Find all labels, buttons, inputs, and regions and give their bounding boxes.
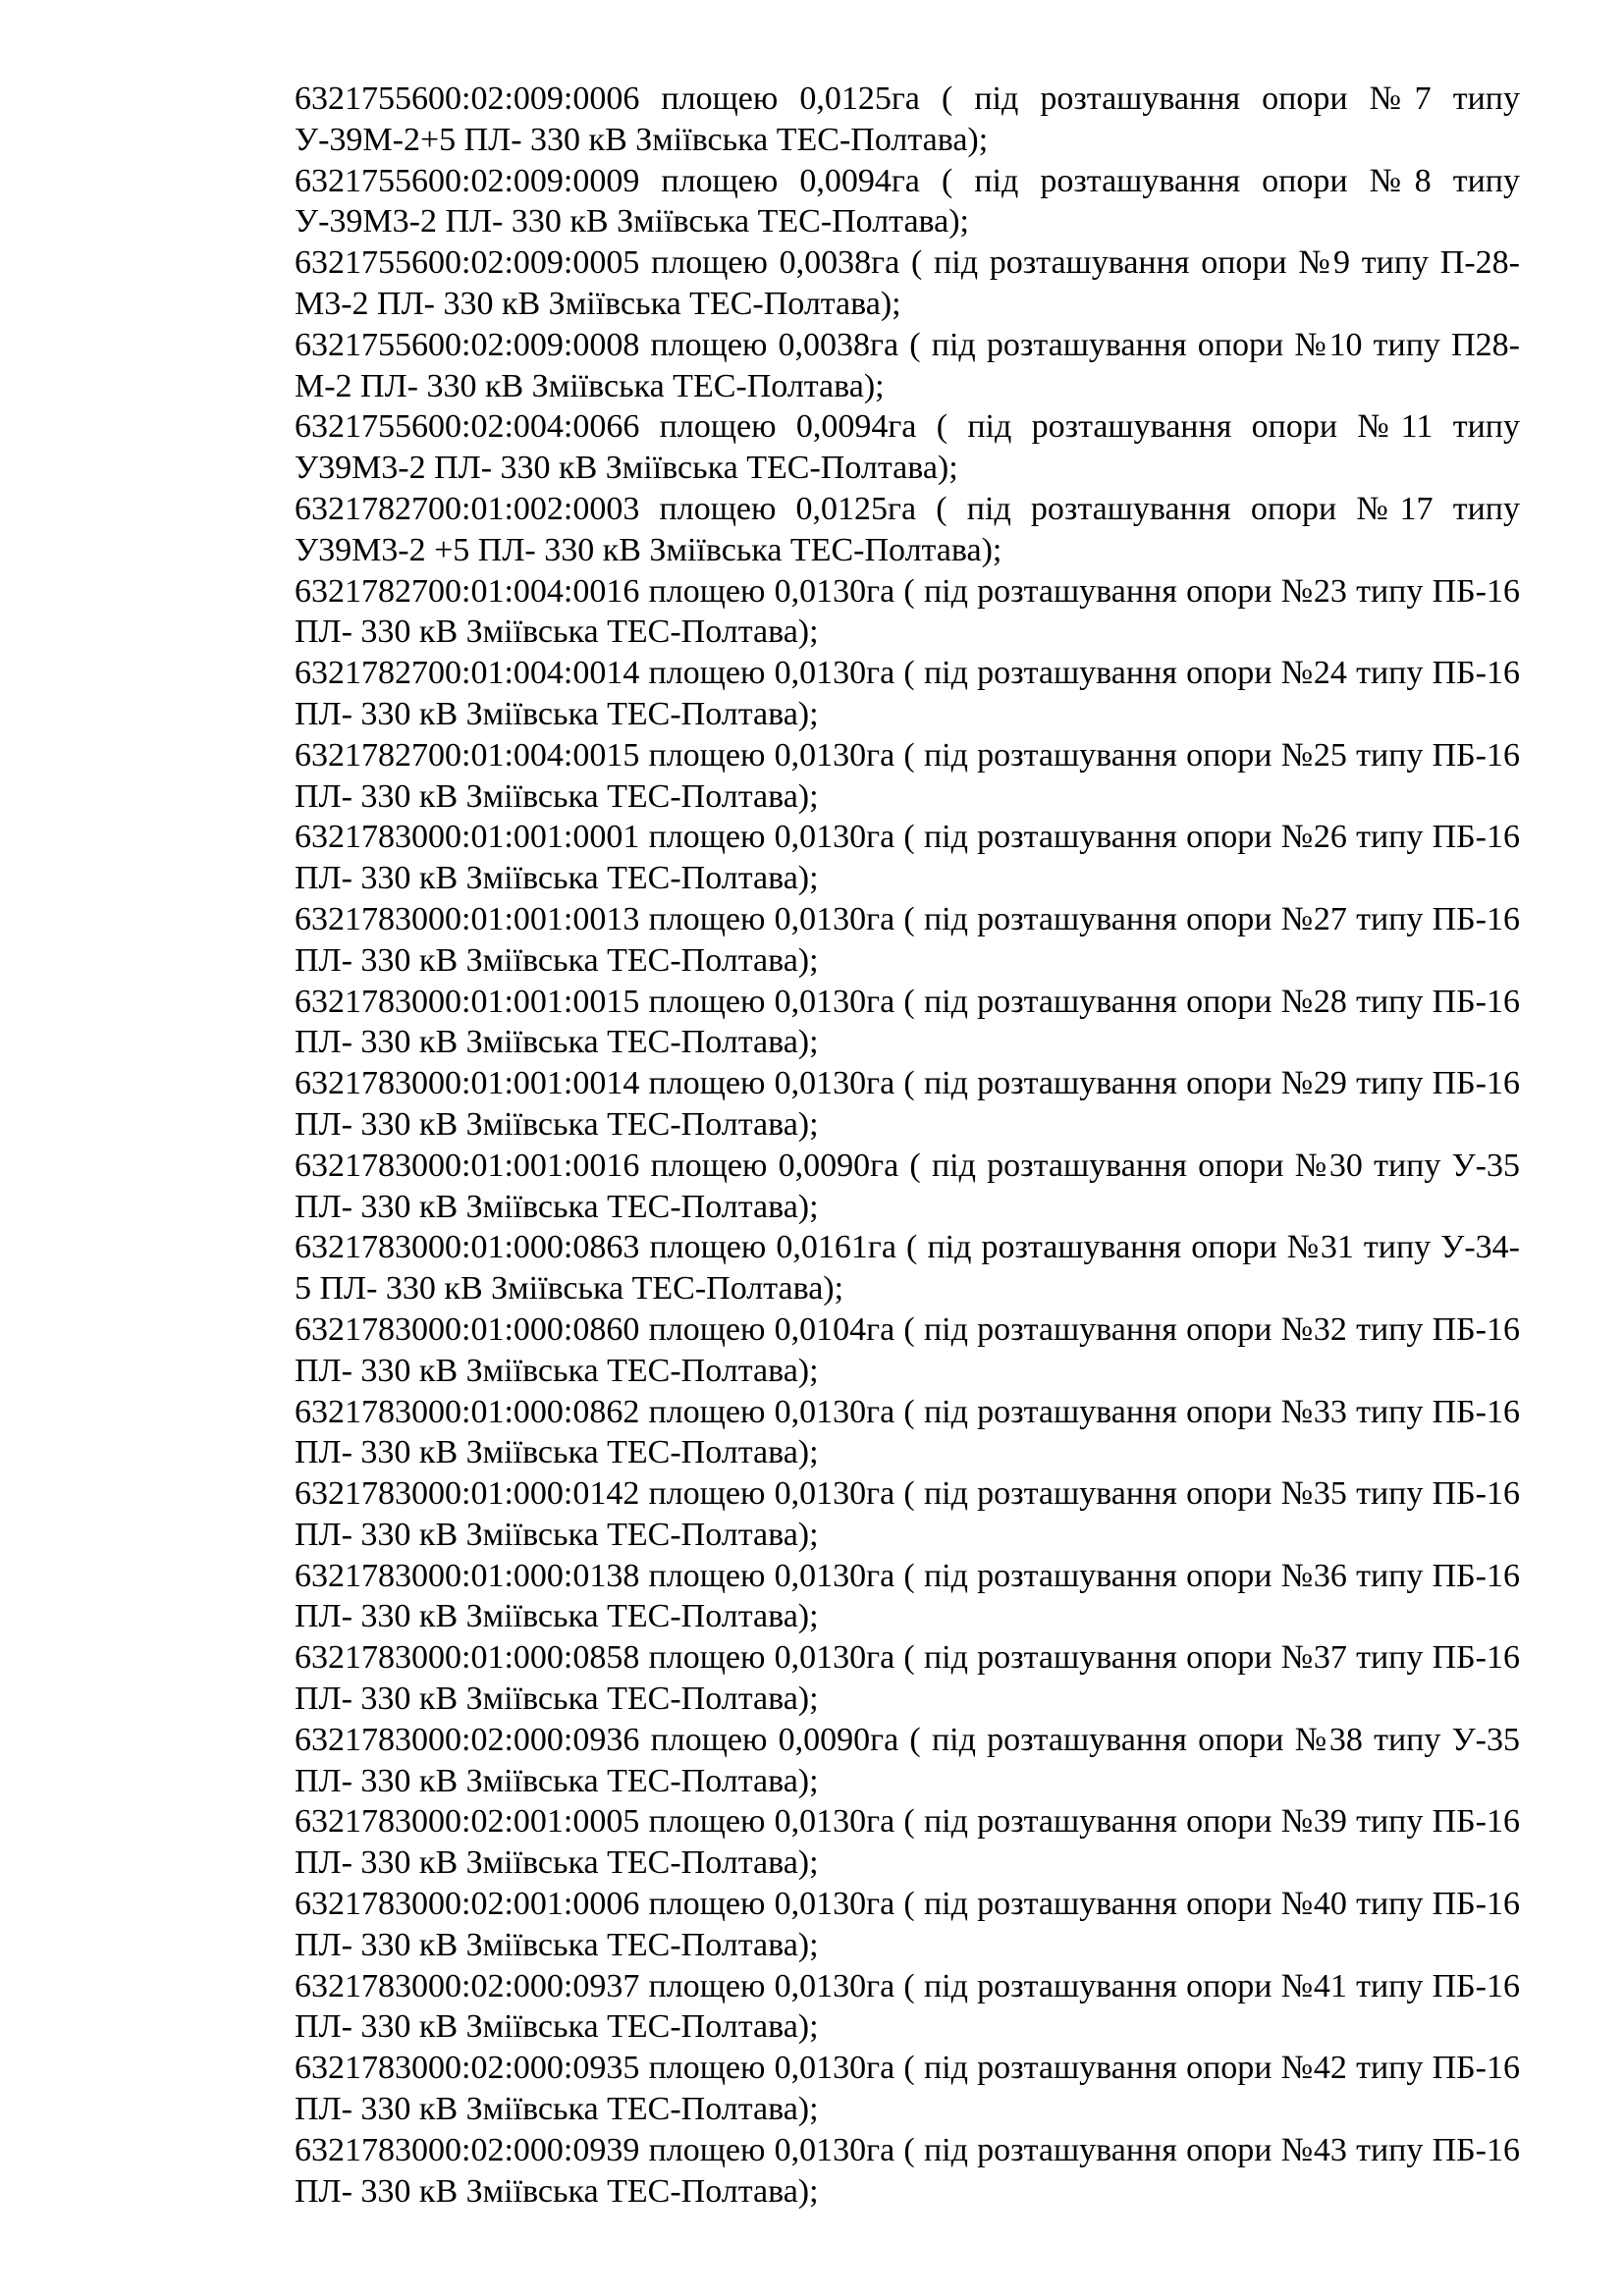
land-plot-list xyxy=(295,79,1520,2212)
land-plot-entry: 6321783000:02:000:0937 площею 0,0130га ( під розташування опори №41 типу ПБ-16 ПЛ- 330 кВ Зміївська ТЕС-Полтава); xyxy=(295,1967,1520,2046)
land-plot-entry: 6321755600:02:009:0008 площею 0,0038га ( під розташування опори №10 типу П28-М-2 ПЛ- 330 кВ Зміївська ТЕС-Полтава); xyxy=(295,326,1520,404)
land-plot-entry: 6321783000:01:000:0860 площею 0,0104га ( під розташування опори №32 типу ПБ-16 ПЛ- 330 кВ Зміївська ТЕС-Полтава); xyxy=(295,1310,1520,1389)
land-plot-entry: 6321783000:02:000:0935 площею 0,0130га ( під розташування опори №42 типу ПБ-16 ПЛ- 330 кВ Зміївська ТЕС-Полтава); xyxy=(295,2050,1520,2128)
land-plot-entry: 6321783000:01:000:0858 площею 0,0130га ( під розташування опори №37 типу ПБ-16 ПЛ- 330 кВ Зміївська ТЕС-Полтава); xyxy=(295,1639,1520,1718)
land-plot-entry: 6321782700:01:004:0015 площею 0,0130га ( під розташування опори №25 типу ПБ-16 ПЛ- 330 кВ Зміївська ТЕС-Полтава); xyxy=(295,736,1520,815)
land-plot-entry: 6321755600:02:009:0005 площею 0,0038га ( під розташування опори №9 типу П-28-М3-2 ПЛ- 330 кВ Зміївська ТЕС-Полтава); xyxy=(295,244,1520,322)
land-plot-entry: 6321755600:02:009:0009 площею 0,0094га ( під розташування опори №8 типу У-39М3-2 ПЛ- 330 кВ Зміївська ТЕС-Полтава); xyxy=(295,162,1520,240)
land-plot-entry: 6321783000:01:001:0015 площею 0,0130га ( під розташування опори №28 типу ПБ-16 ПЛ- 330 кВ Зміївська ТЕС-Полтава); xyxy=(295,983,1520,1061)
land-plot-entry: 6321783000:02:000:0936 площею 0,0090га ( під розташування опори №38 типу У-35 ПЛ- 330 кВ Зміївська ТЕС-Полтава); xyxy=(295,1721,1520,1799)
land-plot-entry: 6321783000:01:001:0001 площею 0,0130га ( під розташування опори №26 типу ПБ-16 ПЛ- 330 кВ Зміївська ТЕС-Полтава); xyxy=(295,819,1520,897)
land-plot-entry: 6321783000:01:000:0863 площею 0,0161га ( під розташування опори №31 типу У-34-5 ПЛ- 330 кВ Зміївська ТЕС-Полтава); xyxy=(295,1229,1520,1308)
land-plot-entry: 6321783000:02:001:0005 площею 0,0130га ( під розташування опори №39 типу ПБ-16 ПЛ- 330 кВ Зміївська ТЕС-Полтава); xyxy=(295,1803,1520,1882)
land-plot-entry: 6321783000:01:000:0862 площею 0,0130га ( під розташування опори №33 типу ПБ-16 ПЛ- 330 кВ Зміївська ТЕС-Полтава); xyxy=(295,1393,1520,1471)
land-plot-entry: 6321783000:01:001:0014 площею 0,0130га ( під розташування опори №29 типу ПБ-16 ПЛ- 330 кВ Зміївська ТЕС-Полтава); xyxy=(295,1065,1520,1143)
land-plot-entry: 6321783000:02:001:0006 площею 0,0130га ( під розташування опори №40 типу ПБ-16 ПЛ- 330 кВ Зміївська ТЕС-Полтава); xyxy=(295,1886,1520,1963)
land-plot-entry: 6321782700:01:004:0014 площею 0,0130га ( під розташування опори №24 типу ПБ-16 ПЛ- 330 кВ Зміївська ТЕС-Полтава); xyxy=(295,655,1520,732)
land-plot-entry: 6321782700:01:004:0016 площею 0,0130га ( під розташування опори №23 типу ПБ-16 ПЛ- 330 кВ Зміївська ТЕС-Полтава); xyxy=(295,572,1520,651)
land-plot-entry: 6321782700:01:002:0003 площею 0,0125га ( під розташування опори №17 типу У39М3-2 +5 ПЛ- 330 кВ Зміївська ТЕС-Полтава); xyxy=(295,490,1520,568)
land-plot-entry: 6321783000:01:000:0142 площею 0,0130га ( під розташування опори №35 типу ПБ-16 ПЛ- 330 кВ Зміївська ТЕС-Полтава); xyxy=(295,1475,1520,1553)
land-plot-entry: 6321783000:02:000:0939 площею 0,0130га ( під розташування опори №43 типу ПБ-16 ПЛ- 330 кВ Зміївська ТЕС-Полтава); xyxy=(295,2131,1520,2210)
land-plot-entry: 6321783000:01:001:0016 площею 0,0090га ( під розташування опори №30 типу У-35 ПЛ- 330 кВ Зміївська ТЕС-Полтава); xyxy=(295,1147,1520,1225)
land-plot-entry: 6321783000:01:001:0013 площею 0,0130га ( під розташування опори №27 типу ПБ-16 ПЛ- 330 кВ Зміївська ТЕС-Полтава); xyxy=(295,900,1520,979)
land-plot-entry: 6321755600:02:009:0006 площею 0,0125га ( під розташування опори №7 типу У-39М-2+5 ПЛ- 330 кВ Зміївська ТЕС-Полтава); xyxy=(295,80,1520,158)
land-plot-entry: 6321783000:01:000:0138 площею 0,0130га ( під розташування опори №36 типу ПБ-16 ПЛ- 330 кВ Зміївська ТЕС-Полтава); xyxy=(295,1557,1520,1635)
land-plot-entry: 6321755600:02:004:0066 площею 0,0094га ( під розташування опори №11 типу У39М3-2 ПЛ- 330 кВ Зміївська ТЕС-Полтава); xyxy=(295,408,1520,487)
